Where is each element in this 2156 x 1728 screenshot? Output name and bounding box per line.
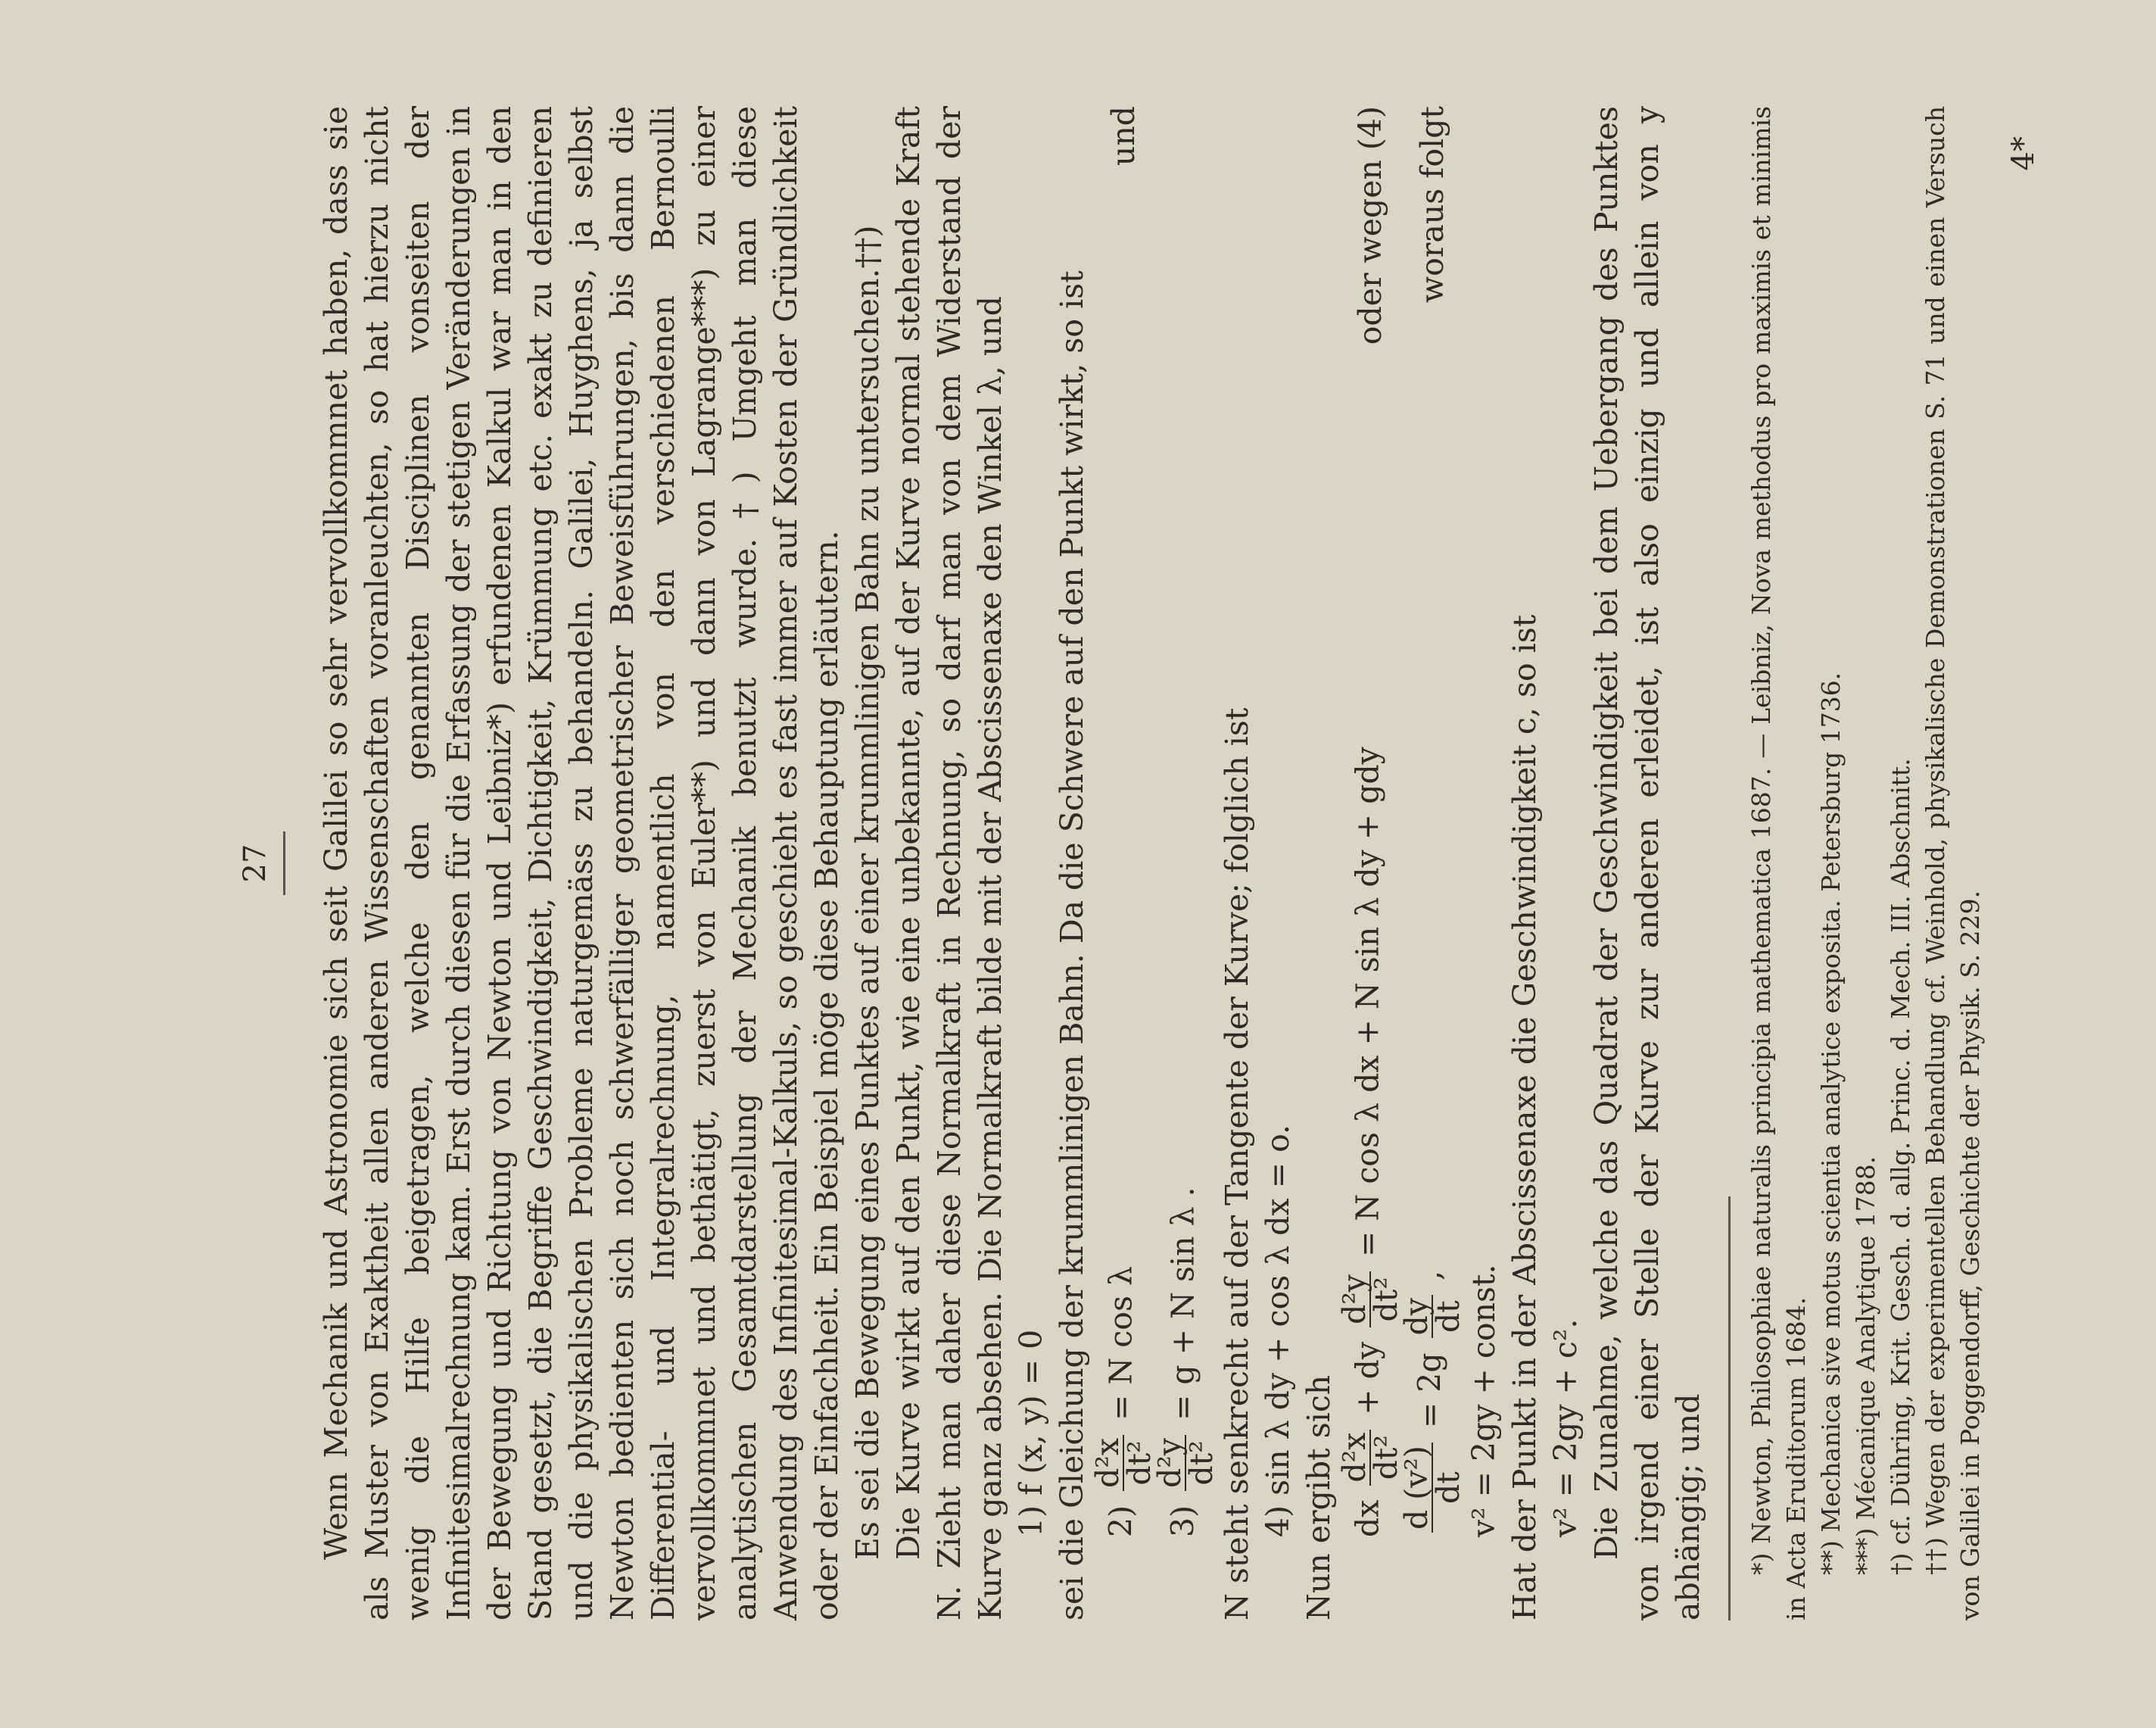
equation-6-comma: , [1411, 1270, 1448, 1280]
equation-5-dx: dx [1349, 1499, 1386, 1537]
paragraph-8: Die Zunahme, welche das Quadrat der Geschwindigkeit bei dem Uebergang des Punktes von irgend einer Stelle der Kurve zur anderen erleidet, ist also einzig und allein von y abhängig; und [1588, 106, 1706, 1620]
footnote-2: **) Mechanica sive motus scientia analytice exposita. Petersburg 1736. [1816, 672, 1846, 1575]
paragraph-1: Wenn Mechanik und Astronomie sich seit Galilei so sehr vervollkommnet haben, dass sie als Muster von Exaktheit allen anderen Wissenschaften voranleuchten, so hat hierzu nicht wenig die Hilfe beigetragen, welche den genannten Disciplinen vonseiten der Infinitesimalrechnung kam. Erst durch diesen für die Erfassung der stetigen Veränderungen in der Bewegung und Richtung von Newton und Leibniz*) erfundenen Kalkul war man in den Stand gesetzt, die Begriffe Geschwindigkeit, Dichtigkeit, Krümmung etc. exakt zu definieren und die physikalischen Probleme naturgemäss zu behandeln. Galilei, Huyghens, ja selbst Newton bedienten sich noch schwerfälliger geometrischer Beweisführungen, bis dann die Differential- und Integralrechnung, namentlich von den verschiedenen Bernoulli vervollkommnet und bethätigt, zuerst von Euler**) und dann von Lagrange***) zu einer analytischen Gesamtdarstellung der Mechanik benutzt wurde.†) Umgeht man diese Anwendung des Infinitesimal-Kalkuls, so geschieht es fast immer auf Kosten der Gründlichkeit oder der Einfachheit. Ein Beispiel möge diese Behauptung erläutern. [318, 106, 845, 1620]
equation-6-numerator-2: dy [1401, 1295, 1433, 1338]
equation-5-numerator-1: d²x [1339, 1430, 1371, 1486]
page-number: 27 [238, 844, 273, 883]
equation-5-numerator-2: d²y [1339, 1271, 1371, 1327]
equation-2 [1089, 106, 1157, 1620]
equation-6-connector: woraus folgt [1414, 106, 1450, 303]
equation-8: v² = 2gy + c². [1547, 1318, 1584, 1537]
equation-6-fraction-1 [1398, 1443, 1466, 1533]
equation-1: 1) f (x, y) = 0 [1013, 1329, 1049, 1537]
rotated-page [235, 106, 2041, 1620]
paragraph-7: Hat der Punkt in der Abscissenaxe die Geschwindigkeit c, so ist [1506, 614, 1543, 1620]
footnote-rule [1728, 1196, 1731, 1620]
equation-6 [1398, 106, 1466, 1620]
paragraph-4: sei die Gleichung der krummlinigen Bahn. Da die Schwere auf den Punkt wirkt, so ist [1054, 270, 1090, 1620]
equation-2-rhs: = N cos λ [1102, 1266, 1139, 1421]
header-rule [283, 831, 285, 895]
equation-2-label: 2) [1102, 1505, 1139, 1537]
equation-3-label: 3) [1164, 1505, 1201, 1537]
equation-5-denominator-1: dt² [1368, 1435, 1404, 1480]
footnote-1: *) Newton, Philosophiae naturalis principia mathematica 1687. — Leibniz, Nova methodus pro maximis et minimis in Acta Eruditorum 1684. [1746, 106, 1811, 1620]
equation-5-denominator-2: dt² [1368, 1277, 1404, 1322]
paragraph-2: Es sei die Bewegung eines Punktes auf einer krummlinigen Bahn zu untersuchen.††) [849, 225, 886, 1560]
paragraph-6: Nun ergibt sich [1301, 1374, 1337, 1620]
equation-2-denominator: dt² [1121, 1440, 1157, 1486]
equation-7: v² = 2gy + const. [1466, 1264, 1502, 1537]
equation-5-connector: oder wegen (4) [1352, 106, 1388, 345]
equation-6-numerator-1: d (v²) [1401, 1443, 1433, 1533]
footnote-3: ***) Mécanique Analytique 1788. [1851, 1156, 1880, 1575]
paragraph-5: N steht senkrecht auf der Tangente der Kurve; folglich ist [1219, 707, 1255, 1620]
equation-5-dy: + dy [1349, 1341, 1386, 1415]
equation-2-connector: und [1105, 106, 1142, 167]
equation-5-rhs: = N cos λ dx + N sin λ dy + gdy [1349, 747, 1386, 1257]
equation-3-rhs: = g + N sin λ . [1164, 1187, 1201, 1421]
equation-5-fraction-2 [1336, 1271, 1404, 1327]
footnote-4: †) cf. Dühring, Krit. Gesch. d. allg. Princ. d. Mech. III. Abschnitt. [1886, 758, 1915, 1575]
equation-6-mid: = 2g [1411, 1352, 1448, 1429]
equation-3 [1151, 106, 1220, 1620]
equation-3-fraction [1151, 1435, 1220, 1491]
equation-6-fraction-2 [1398, 1295, 1466, 1338]
equation-2-fraction [1089, 1435, 1157, 1491]
equation-5-fraction-1 [1336, 1430, 1404, 1486]
equation-3-denominator: dt² [1183, 1440, 1220, 1486]
footnote-5: ††) Wegen der experimentellen Behandlung cf. Weinhold, physikalische Demonstrationen S. 71 und einen Versuch von Galilei in Poggendorff, Geschichte der Physik. S. 229. [1921, 106, 1985, 1620]
equation-2-numerator: d²x [1092, 1435, 1124, 1491]
signature-mark: 4* [2006, 136, 2041, 171]
equation-3-numerator: d²y [1154, 1435, 1186, 1491]
equation-6-denominator-1: dt [1430, 1471, 1466, 1504]
equation-6-denominator-2: dt [1430, 1300, 1466, 1333]
equation-5 [1336, 106, 1404, 1620]
equation-4: 4) sin λ dy + cos λ dx = o. [1260, 1124, 1296, 1537]
paragraph-3: Die Kurve wirkt auf den Punkt, wie eine unbekannte, auf der Kurve normal stehende Kraft N. Zieht man daher diese Normalkraft in Rechnung, so darf man von dem Widerstand der Kurve ganz absehen. Die Normalkraft bilde mit der Abscissenaxe den Winkel λ, und [890, 106, 1008, 1620]
